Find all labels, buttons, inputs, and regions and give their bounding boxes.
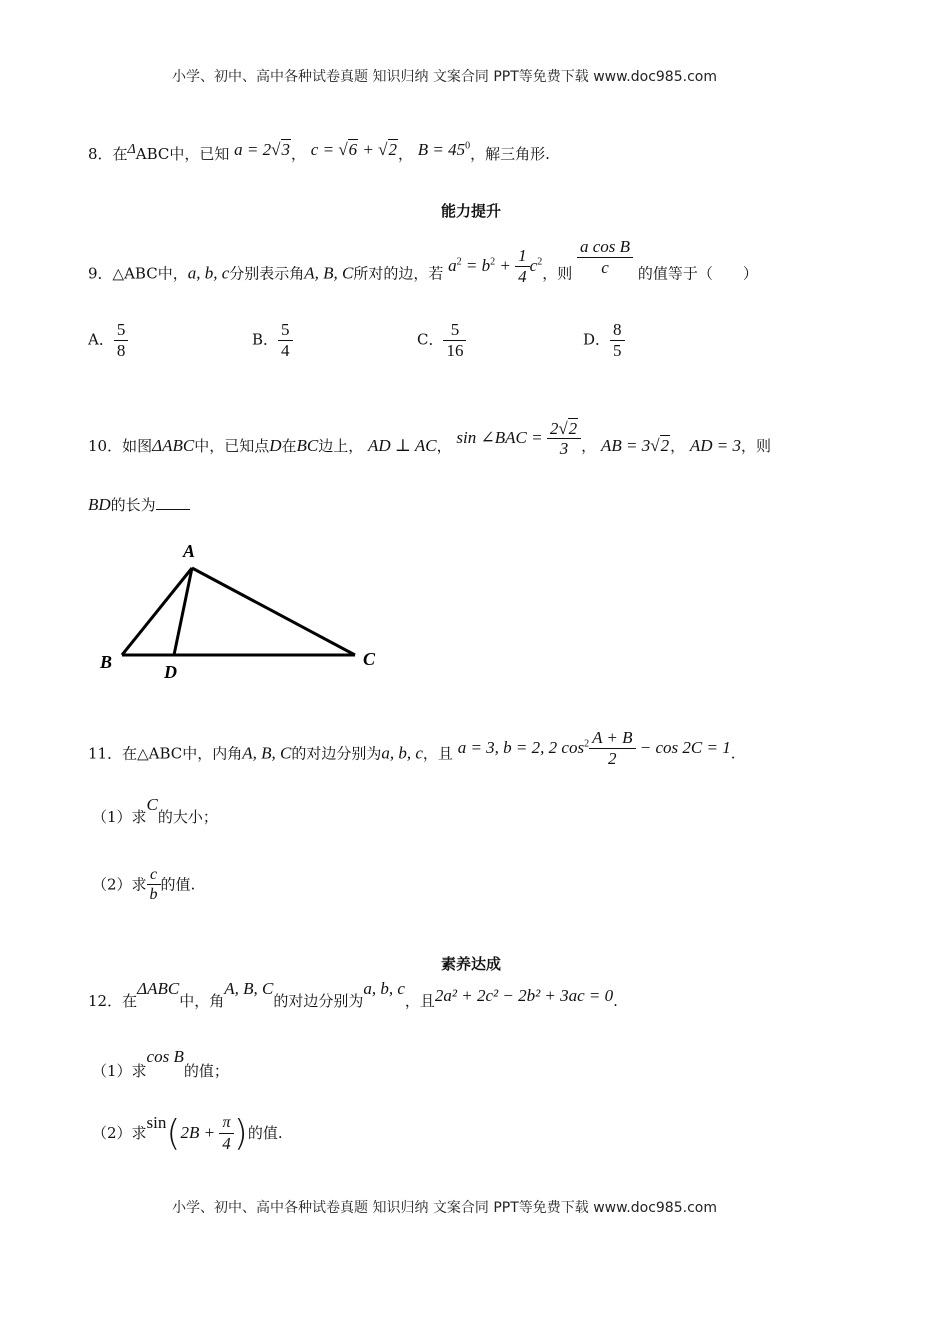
q11-mid: 的对边分别为	[291, 744, 382, 763]
q10-triangle: ΔABC	[152, 436, 195, 455]
q9-number: 9．△ABC中，	[88, 264, 188, 283]
q12-angles: A, B, C	[224, 979, 274, 998]
q12-number: 12．在	[88, 992, 138, 1010]
question-11	[88, 714, 735, 784]
question-8	[88, 140, 550, 164]
q12-vars: a, b, c	[363, 979, 405, 998]
section-title-ability: 能力提升	[441, 202, 502, 220]
q12-triangle: ΔABC	[137, 979, 180, 998]
q8-cond-b: $B = 45^0$	[417, 140, 471, 159]
page-header: 小学、初中、高中各种试卷真题 知识归纳 文案合同 PPT等免费下载 www.doc985.com	[172, 69, 717, 85]
q11-vars: a, b, c	[381, 743, 423, 763]
q10-point-d: D	[269, 436, 282, 455]
question-10	[88, 408, 771, 476]
q10-number: 10．如图	[88, 437, 153, 455]
q9-expression: $\frac{\text{a cos B}}{c}$	[577, 237, 633, 278]
vertex-label-d: D	[164, 662, 177, 682]
q8-delta: Δ	[127, 142, 136, 157]
q10-answer-line	[88, 494, 190, 515]
q9-option-b: B． $\frac{5}{4}$	[252, 320, 293, 361]
q10-text3: 边上，	[318, 437, 364, 455]
triangle-figure	[90, 535, 410, 685]
q11-part-2: （2）求 $\frac{c}{b}$ 的值.	[92, 866, 196, 904]
q11-angles: A, B, C	[242, 743, 292, 763]
side-ac	[192, 568, 355, 655]
q12-part-2: （2）求sin(2B + $\frac{\pi}{4}$ )的值.	[92, 1113, 283, 1154]
q8-cond-c: c = √6 + √2	[310, 140, 397, 159]
q10-bc: BC	[296, 436, 319, 455]
q10-bd: BD	[88, 495, 111, 514]
q10-then: ，则	[741, 437, 772, 455]
q10-sep2: ，	[581, 437, 597, 455]
q10-text2: 在	[281, 437, 297, 455]
q9-equation: $a^2 = b^2$ + $\frac{1}{4}$ $c^2$	[448, 246, 543, 286]
q10-ad: AD = 3	[689, 436, 741, 455]
q12-part-1: （1）求cos B的值；	[92, 1047, 229, 1080]
q11-part-1: （1）求C的大小；	[92, 795, 218, 826]
q8-sep1: ，	[291, 145, 307, 163]
page-footer: 小学、初中、高中各种试卷真题 知识归纳 文案合同 PPT等免费下载 www.doc985.com	[172, 1200, 717, 1216]
q11-end: .	[730, 744, 736, 763]
q12-end: .	[613, 992, 618, 1010]
section-title-literacy: 素养达成	[441, 955, 502, 973]
answer-blank	[156, 495, 190, 510]
q12-text1: 中，角	[179, 992, 225, 1010]
q8-sep2: ，	[398, 145, 414, 163]
q8-cond-a: a = 2√3	[234, 140, 290, 159]
question-12	[88, 979, 618, 1011]
q10-perp: AD ⊥ AC	[368, 436, 437, 455]
q11-number: 11．在△ABC中，内角	[88, 744, 243, 763]
vertex-label-b: B	[100, 652, 113, 672]
q12-text2: 的对边分别为	[273, 992, 364, 1010]
q10-tail: 的长为	[110, 496, 156, 514]
q9-vars: a, b, c	[187, 263, 230, 283]
q10-sin: sin ∠BAC = $\frac{2√2}{3}$	[456, 428, 581, 447]
q9-option-d: D． $\frac{8}{5}$	[583, 320, 625, 361]
q8-number: 8．在	[88, 145, 128, 163]
q9-option-c: C． $\frac{5}{16}$	[417, 320, 466, 361]
q9-then: ，则	[542, 264, 573, 283]
q9-option-a: A． $\frac{5}{8}$	[88, 320, 128, 361]
q9-mid: 分别表示角	[229, 264, 305, 283]
q12-equation: 2a² + 2c² − 2b² + 3ac = 0	[434, 986, 614, 1005]
q9-angles: A, B, C	[304, 263, 354, 283]
q10-sep3: ，	[670, 437, 686, 455]
vertex-label-c: C	[363, 649, 376, 669]
q10-sep: ，	[436, 437, 452, 455]
question-9	[88, 232, 758, 304]
q12-and: ，且	[404, 992, 435, 1010]
q8-triangle: ABC中，已知	[135, 145, 230, 163]
vertex-label-a: A	[183, 541, 196, 561]
q10-ab: AB = 3√2	[600, 436, 670, 455]
q9-tail: 的值等于（ ）	[637, 264, 758, 283]
q8-tail: ，解三角形.	[470, 145, 550, 163]
q10-text1: 中，已知点	[194, 437, 270, 455]
q9-mid2: 所对的边，若	[353, 264, 444, 283]
q11-and: ，且	[422, 744, 453, 763]
q11-condition: a = 3, b = 2, 2 $\cos^2$ $\frac{A + B}{2}$ − cos 2C = 1	[457, 728, 731, 768]
